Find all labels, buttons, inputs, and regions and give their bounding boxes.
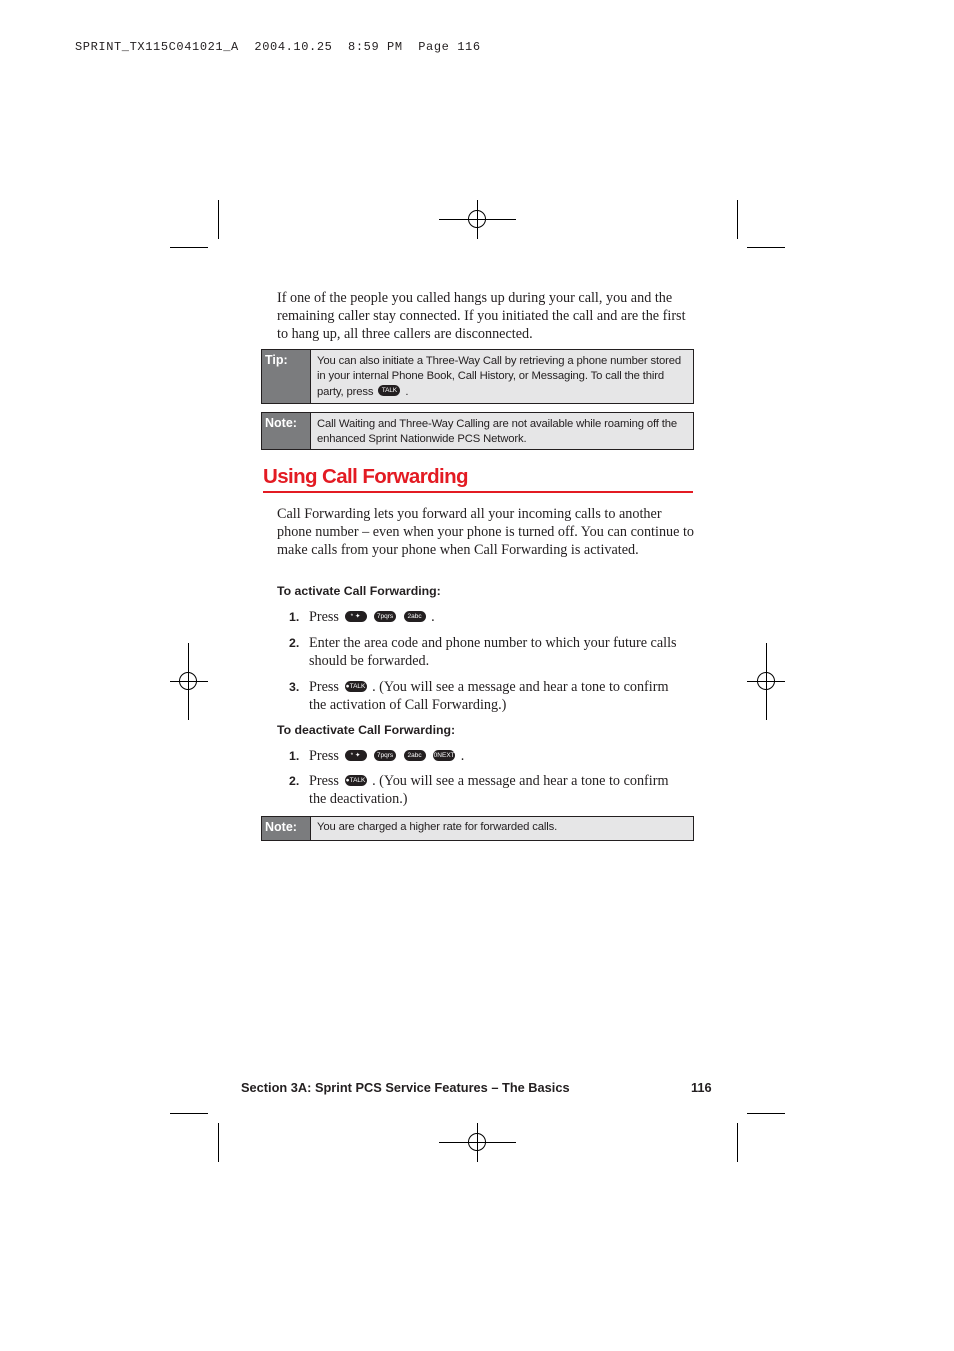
description-paragraph: Call Forwarding lets you forward all your incoming calls to another phone number – even when your phone is turned off. You can continue to make calls from your phone when Call Forwarding is activated. xyxy=(277,506,695,558)
talk-key-icon: ●TALK xyxy=(345,777,366,785)
star-key-icon: * ✦ xyxy=(345,750,367,761)
intro-paragraph: If one of the people you called hangs up during your call, you and the remaining caller stay connected. If you initiated the call and are the first to hang up, all three callers are disconnected. xyxy=(277,290,686,342)
seven-key-icon: 7pqrs xyxy=(374,750,396,761)
deactivate-step-2: 2. Press ●TALK . (You will see a message and hear a tone to confirm the deactivation.) xyxy=(289,773,669,807)
deactivate-step-1: 1. Press * ✦ 7pqrs 2abc 0NEXT . xyxy=(289,748,465,764)
note-text: You are charged a higher rate for forwarded calls. xyxy=(317,821,558,833)
tip-label: Tip: xyxy=(262,350,311,403)
note-label: Note: xyxy=(262,413,311,449)
section-heading: Using Call Forwarding xyxy=(263,465,693,493)
deactivate-subheading: To deactivate Call Forwarding: xyxy=(277,723,456,737)
note-text: Call Waiting and Three-Way Calling are not available while roaming off the enhanced Sprint Nationwide PCS Network. xyxy=(317,418,678,446)
footer-section: Section 3A: Sprint PCS Service Features – The Basics xyxy=(241,1080,570,1095)
note-box xyxy=(261,816,694,841)
seven-key-icon: 7pqrs xyxy=(374,611,396,622)
talk-key-icon: ●TALK xyxy=(345,683,366,691)
tip-text: You can also initiate a Three-Way Call by retrieving a phone number stored in your internal Phone Book, Call History, or Messaging. To call the third party, press TALK . xyxy=(317,355,681,398)
note-label: Note: xyxy=(262,817,311,840)
activate-step-2: 2. Enter the area code and phone number to which your future calls should be forwarded. xyxy=(289,635,677,669)
activate-subheading: To activate Call Forwarding: xyxy=(277,584,441,598)
two-key-icon: 2abc xyxy=(404,750,426,761)
two-key-icon: 2abc xyxy=(404,611,426,622)
activate-step-1: 1. Press * ✦ 7pqrs 2abc . xyxy=(289,609,435,625)
talk-key-icon: TALK xyxy=(378,385,400,396)
print-slug: SPRINT_TX115C041021_A 2004.10.25 8:59 PM Page 116 xyxy=(75,40,481,54)
zero-key-icon: 0NEXT xyxy=(433,752,455,760)
tip-box xyxy=(261,349,694,404)
note-box xyxy=(261,412,694,450)
page-number: 116 xyxy=(691,1080,712,1095)
star-key-icon: * ✦ xyxy=(345,611,367,622)
activate-step-3: 3. Press ●TALK . (You will see a message and hear a tone to confirm the activation of Call Forwarding.) xyxy=(289,679,669,713)
